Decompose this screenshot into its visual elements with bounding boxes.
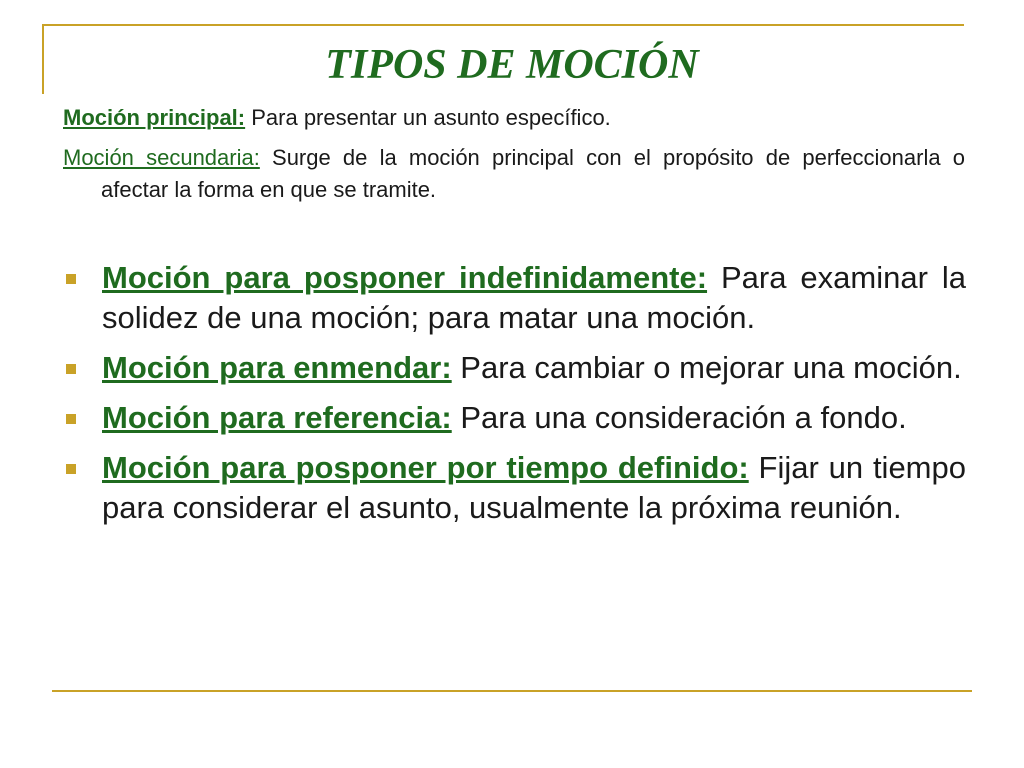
bullet-term: Moción para referencia:	[102, 400, 452, 435]
bullet-term: Moción para posponer indefinidamente:	[102, 260, 708, 295]
intro-secundaria	[63, 142, 965, 206]
intro-principal-text: Para presentar un asunto específico.	[245, 105, 611, 130]
bullet-text: Para una consideración a fondo.	[451, 400, 907, 435]
bullet-text: Para examinar la solidez de una moción; para matar una moción.	[102, 260, 966, 335]
intro-principal	[63, 102, 965, 134]
bullet-item-posponer-indefinidamente	[62, 258, 966, 338]
bullet-item-referencia	[62, 398, 966, 438]
square-bullet-icon	[66, 364, 76, 374]
bullet-item-enmendar	[62, 348, 966, 388]
intro-secundaria-text: Surge de la moción principal con el propósito de perfeccionarla o afectar la forma en que se tramite.	[101, 145, 965, 202]
bullet-list	[62, 258, 966, 538]
frame-top-rule	[42, 24, 964, 26]
square-bullet-icon	[66, 274, 76, 284]
slide-title: TIPOS DE MOCIÓN	[325, 42, 699, 88]
square-bullet-icon	[66, 414, 76, 424]
bullet-text: Para cambiar o mejorar una moción.	[451, 350, 962, 385]
bullet-term: Moción para enmendar:	[102, 350, 452, 385]
bullet-item-posponer-tiempo-definido	[62, 448, 966, 528]
bullet-text: Fijar un tiempo para considerar el asunto, usualmente la próxima reunión.	[102, 450, 966, 525]
frame-bottom-rule	[52, 690, 972, 692]
intro-principal-term: Moción principal:	[63, 105, 246, 130]
square-bullet-icon	[66, 464, 76, 474]
bullet-term: Moción para posponer por tiempo definido:	[102, 450, 749, 485]
intro-secundaria-term: Moción secundaria:	[63, 145, 260, 170]
